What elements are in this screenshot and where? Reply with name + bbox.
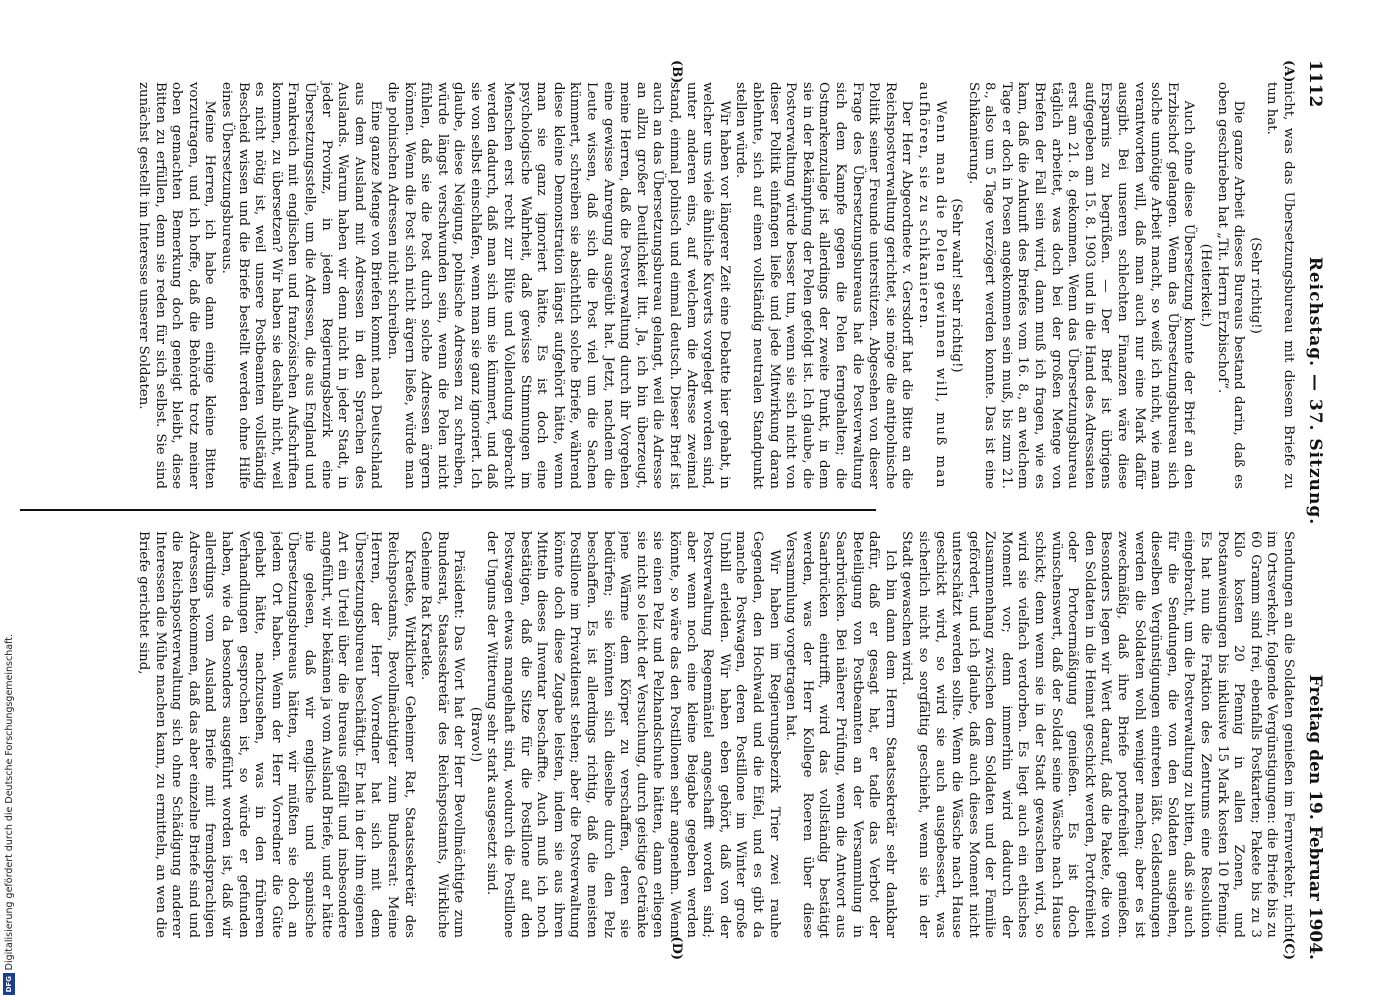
paragraph: Ich bin dann dem Herrn Staatssekretär sehr dankbar dafür, daß er gesagt hat, er tadle das Verbot der Beteiligung von Postbeamten an der Versammlung in Saarbrücken. Bei näherer Prüfung, wenn die Antwort aus Saarbrücken eintrifft, wird das vollständig bestätigt werden, was der Herr Kollege Roeren über diese Versammlung vorgetragen hat. <box>783 531 898 938</box>
paragraph: Der Herr Abgeordnete v. Gersdorff hat die Bitte an die Reichspostverwaltung gerichtet, sie möge die antipolnische Politik seiner Freunde unterstützen. Abgesehen von dieser Frage des Übersetzungsbureaus hat die Postverwaltung sich dem Kampfe gegen die Polen ferngehalten; die Ostmarkenzulage ist allerdings der zweite Punkt, in dem sie in der Bekämpfung der Polen gefolgt ist. Ich glaube, die Postverwaltung würde besser tun, wenn sie sich nicht von dieser Politik einfangen ließe und jede Mitwirkung daran ablehnte, sich auf einen vollständig neutralen Standpunkt stellen würde. <box>733 82 915 489</box>
paragraph: Meine Herren, ich habe dann einige kleine Bitten vorzutragen, und ich hoffe, daß die Behörde trotz meiner oben gemachten Bemerkung doch geneigt bleibt, diese Bitten zu erfüllen, denn sie reden für sich selbst. Sie sind zunächst gestellt im Interesse unserer Soldaten. <box>136 82 218 489</box>
page-header <box>1302 60 1328 960</box>
page-header-date: Freitag den 19. Februar 1904. <box>1305 674 1325 960</box>
margin-mark-b: (B) <box>669 60 684 84</box>
paragraph: Eine ganze Menge von Briefen kommt nach Deutschland aus dem Ausland mit Adressen in den Sprachen des Auslands. Warum haben wir denn nicht in jeder Stadt, in jeder Provinz, in jedem Regierungsbezirk eine Übersetzungsstelle, um die Adressen, die aus England und Frankreich mit englischen und französischen Aufschriften kommen, zu übersetzen? Wir haben sie deshalb nicht, weil es nicht nötig ist, weil unsere Postbeamten vollständig Bescheid wissen und die Briefe bestellt werden ohne Hilfe eines Übersetzungsbureaus. <box>219 82 384 489</box>
paragraph: Die ganze Arbeit dieses Bureaus bestand darin, daß es oben geschrieben hat „Tit. Herrn Erzbischof“. <box>1214 82 1247 489</box>
interjection: (Heiterkeit.) <box>1198 243 1214 328</box>
paragraph: Wir haben vor längerer Zeit eine Debatte hier gehabt, in welcher uns viele ähnliche Kuverts vorgelegt worden sind, unter anderen eins, auf welchem die Adresse zweimal stand, einmal polnisch und einmal deutsch. Dieser Brief ist auch an das Übersetzungsbureau gelangt, weil die Adresse an allzu großer Deutlichkeit litt. Ja, ich bin überzeugt, meine Herren, daß die Postverwaltung durch ihr Vorgehen eine gewisse Anregung ausgeübt hat. Jetzt, nachdem die Leute wissen, daß sich die Post viel um die Sachen kümmert, schreiben sie absichtlich solche Briefe, während diese kleine Demonstration längst aufgehört hätte, wenn man sie ganz ignoriert hätte. Es ist doch eine psychologische Wahrheit, daß gewisse Stimmungen im Menschen erst recht zur Blüte und Vollendung gebracht werden dadurch, daß man sich um sie kümmert, und daß sie von selbst einschlafen, wenn man sie ganz ignoriert. Ich glaube, diese Neigung, polnische Adressen zu schreiben, würde längst verschwunden sein, wenn die Polen nicht fühlen, daß sie die Post durch solche Adressen ärgern können. Wenn die Post sich nicht ärgern ließe, würde man die polnischen Adressen nicht schreiben. <box>384 82 732 489</box>
interjection: (Sehr richtig!) <box>1247 237 1263 334</box>
margin-mark-c: (C) <box>1281 937 1296 960</box>
right-column <box>20 531 1296 960</box>
interjection: (Sehr wahr! sehr richtig!) <box>949 198 965 373</box>
paragraph: nicht, was das Übersetzungsbureau mit diesem Briefe zu tun hat. <box>1264 82 1296 489</box>
margin-mark-a: (A) <box>1281 60 1296 83</box>
column-divider <box>20 509 876 511</box>
interjection: (Bravo!) <box>467 706 483 763</box>
paragraph: Wenn man die Polen gewinnen will, muß man aufhören, sie zu schikanieren. <box>915 82 948 489</box>
digitization-footer <box>2 600 16 995</box>
paragraph: Wir haben im Regierungsbezirk Trier zwei rauhe Gegenden, den Hochwald und die Eifel, und es gibt da manche Postwagen, deren Postillone im Winter große Unbill erleiden. Wir haben eben gehört, daß von der Postverwaltung Regenmäntel angeschafft worden sind; aber wenn noch eine kleine Beigabe gegeben werden könnte, so wäre das den Postillonen sehr angenehm. Wenn sie einen Pelz und Pelzhandschuhe hätten, dann erliegen sie nicht so leicht der Versuchung, durch geistige Getränke jene Wärme dem Körper zu verschaffen, deren sie bedürfen; sie könnten sich dieselbe durch den Pelz beschaffen. Es ist allerdings richtig, daß die meisten Postillone im Privatdienst stehen; aber die Postverwaltung könnte doch diese Zugabe leisten, indem sie aus ihren Mitteln dieses Inventar beschaffte. Auch muß ich noch bestätigen, daß die Sitze für die Postillone auf den Postwagen etwas mangelhaft sind, wodurch die Postillone der Unguns der Witterung sehr stark ausgesetzt sind. <box>484 531 782 938</box>
page-number: 1112 <box>1305 60 1325 108</box>
page-header-title: Reichstag. — 37. Sitzung. <box>1305 256 1325 526</box>
dfg-logo-text: DFG <box>5 975 13 993</box>
footer-text: Digitalisierung gefördert durch die Deutsche Forschungsgemeinschaft. <box>3 633 15 970</box>
paragraph: Auch ohne diese Übersetzung konnte der Brief an den Erzbischof gelangen. Wenn das Übersetzungsbureau sich solche unnötige Arbeit macht, so weiß ich nicht, wie man verantworten will, daß man auch nur eine Mark dafür ausgibt. Bei unseren schlechten Finanzen wäre diese Ersparnis zu begrüßen. — Der Brief ist übrigens aufgegeben am 15. 8. 1903 und in die Hand des Adressaten erst am 21. 8. gekommen. Wenn das Übersetzungsbureau täglich arbeitet, was doch bei der großen Menge von Briefen der Fall sein wird, dann muß ich fragen, wie es kam, daß die Ankunft des Briefes vom 16. 8., an welchem Tage er doch in Posen angekommen sein muß, bis zum 21. 8., also um 5 Tage verzögert werden konnte. Das ist eine Schikanierung. <box>965 82 1197 489</box>
speaker-paragraph: Kraetke, Wirklicher Geheimer Rat, Staatssekretär des Reichspostamts, Bevollmächtigter zum Bundesrat: Meine Herren, der Herr Vorredner hat sich mit dem Übersetzungsbureau beschäftigt. Er hat in der ihm eigenen Art ein Urteil über die Bureaus gefällt und insbesondere angeführt, wir bekämen ja vom Ausland Briefe, und er hätte nie gelesen, daß wir englische und spanische Übersetzungsbureaus hätten, wir müßten sie doch an jedem Ort haben. Wenn der Herr Vorredner die Güte gehabt hätte, nachzusehen, was in den früheren Verhandlungen gesprochen ist, so würde er gefunden haben, wie da besonders ausgeführt worden ist, daß wir allerdings vom Ausland Briefe mit fremdsprachigen Adressen bekommen, daß das aber einzelne Briefe sind und die Reichspostverwaltung sich ohne Schädigung anderer Interessen die Mühe machen kann, zu ermitteln, an wen die Briefe gerichtet sind, <box>136 531 417 938</box>
paragraph: Sendungen an die Soldaten genießen im Fernverkehr, nicht im Ortsverkehr, folgende Vergünstigungen: die Briefe bis zu 60 Gramm sind frei, ebenfalls Postkarten; Pakete bis zu 3 Kilo kosten 20 Pfennig in allen Zonen, und Postanweisungen bis inklusive 15 Mark kosten 10 Pfennig. Es hat nun die Fraktion des Zentrums eine Resolution eingebracht, um die Postverwaltung zu bitten, daß sie auch für die Sendungen, die von den Soldaten ausgehen, dieselben Vergünstigungen eintreten läßt. Geldsendungen werden die Soldaten wohl weniger machen; aber es ist zweckmäßig, daß ihre Briefe portofreiheit genießen. Besonders legen wir Wert darauf, daß die Pakete, die von den Soldaten in die Heimat geschickt werden, Portofreiheit oder Portoermäßigung genießen. Es ist doch wünschenswert, daß der Soldat seine Wäsche nach Hause schickt; denn wenn sie in der Stadt gewaschen wird, so wird sie vielfach verdorben. Es liegt auch ein ethisches Moment vor; denn immerhin wird dadurch der Zusammenhang zwischen dem Soldaten und der Familie gefördert, und ich glaube, daß auch dieses Moment nicht unterschätzt werden sollte. Wenn die Wäsche nach Hause geschickt wird, so wird sie auch ausgebessert, was sicherlich nicht so sorgfältig geschieht, wenn sie in der Stadt gewaschen wird. <box>899 531 1296 938</box>
margin-mark-d: (D) <box>669 936 684 960</box>
dfg-logo-icon <box>3 973 15 995</box>
speaker-paragraph: Präsident: Das Wort hat der Herr Bevollmächtigte zum Bundesrat, Staatssekretär des Reichspostamts, Wirkliche Geheime Rat Kraetke. <box>418 531 467 938</box>
text-columns <box>20 60 1296 960</box>
left-column <box>20 60 1296 489</box>
